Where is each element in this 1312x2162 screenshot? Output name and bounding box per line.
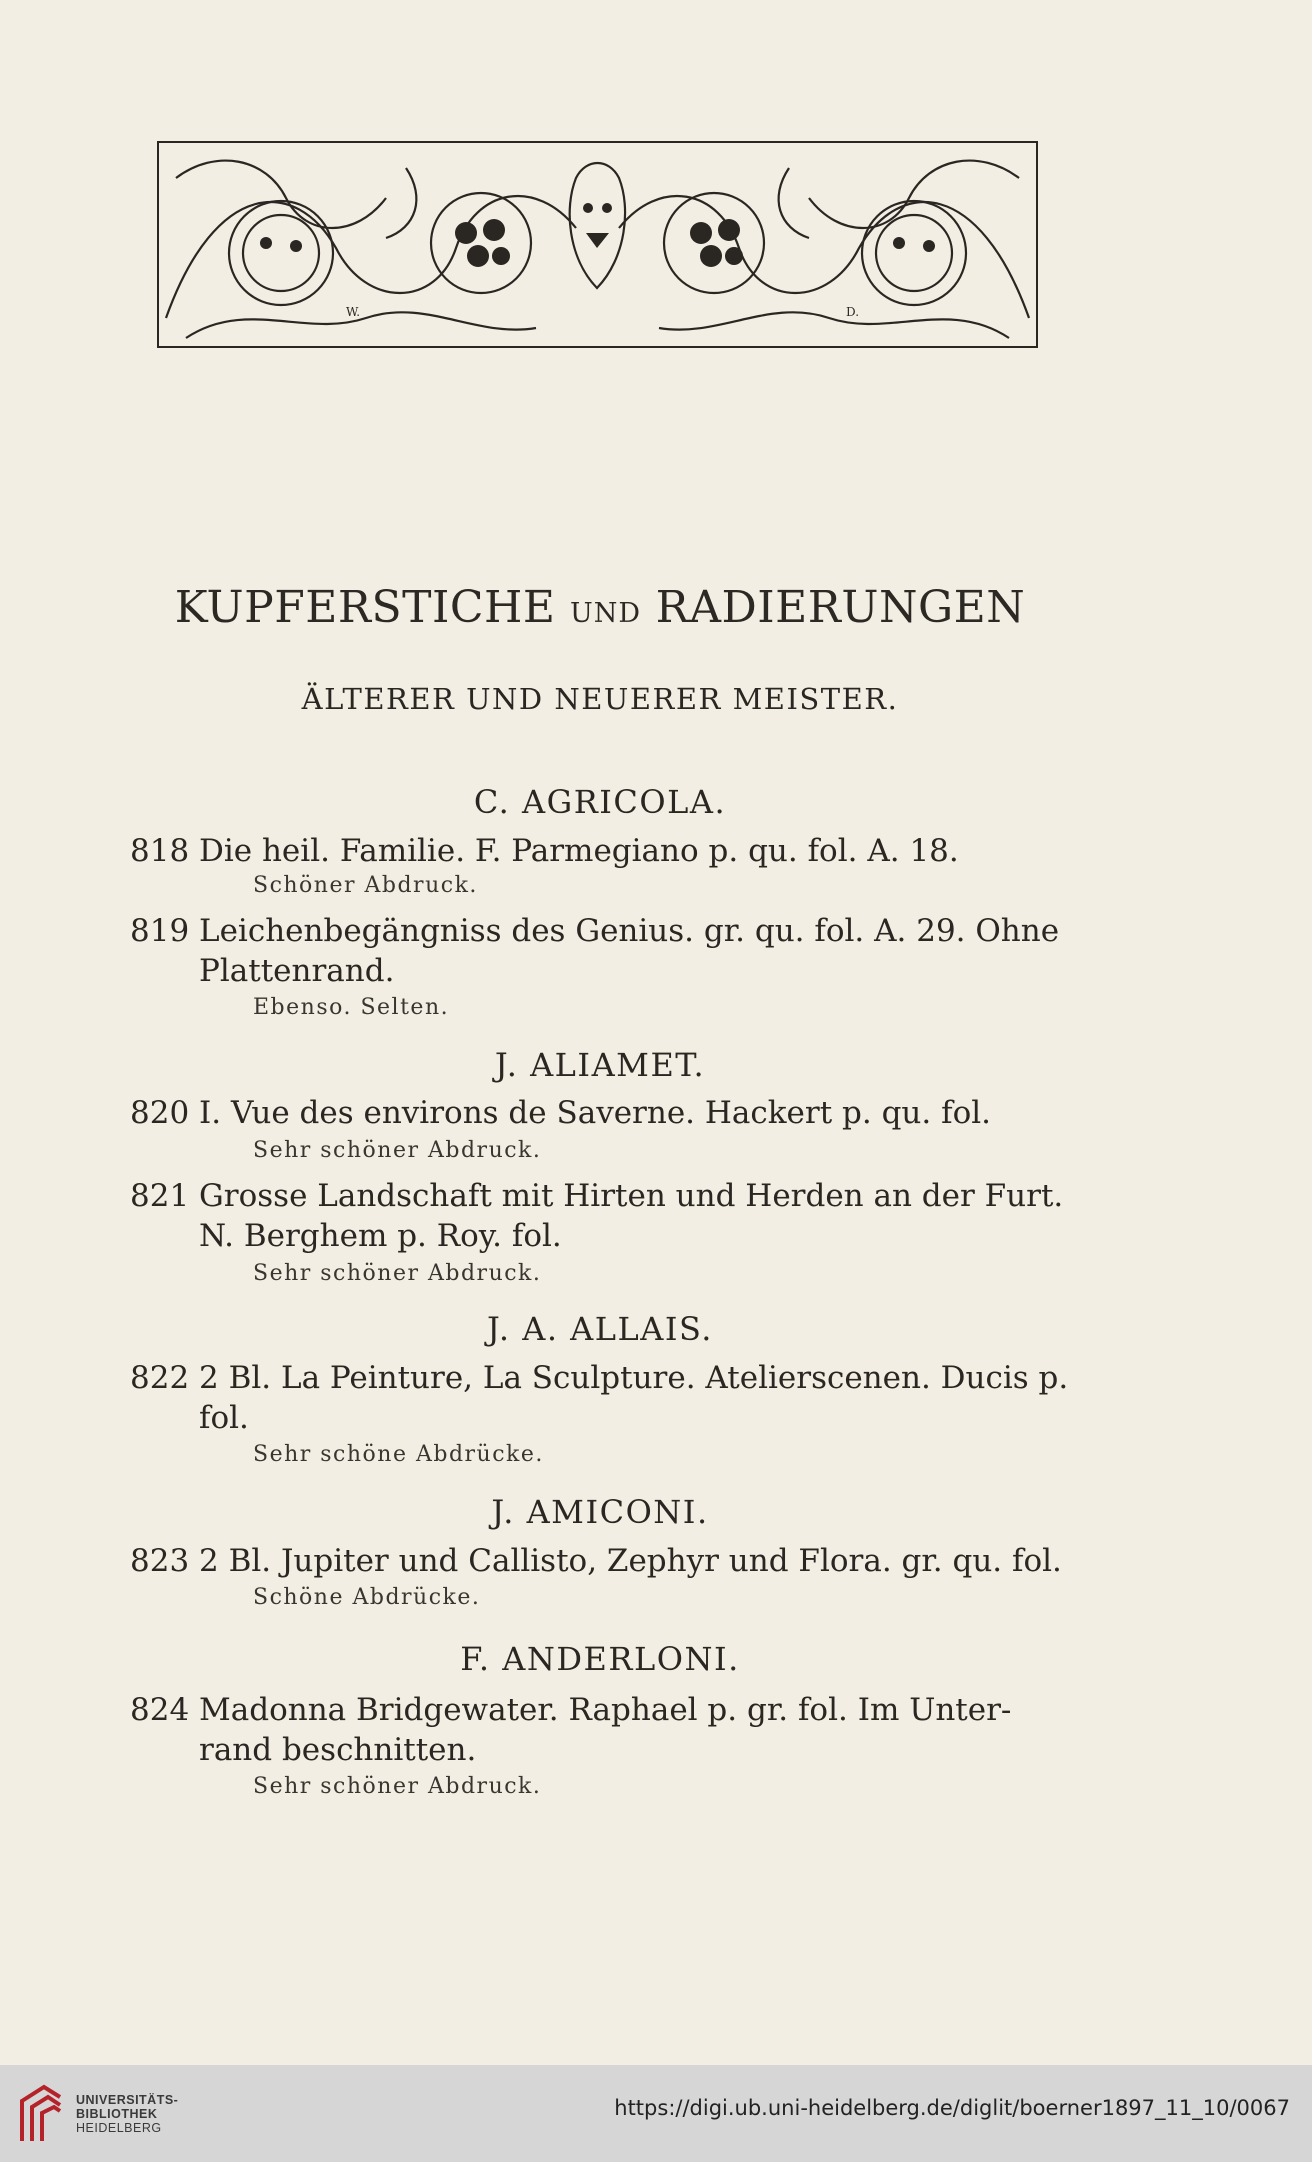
footer-bar (0, 2065, 1312, 2162)
entry-note: Sehr schöner Abdruck. (253, 1138, 542, 1163)
artist-heading: J. A. ALLAIS. (487, 1310, 713, 1348)
ornamental-header-icon (156, 138, 1039, 351)
artist-heading: C. AGRICOLA. (473, 783, 727, 821)
ornament-initial-left: W. (346, 305, 361, 319)
library-name (76, 2093, 178, 2135)
entry-text: Leichenbegängniss des Genius. gr. qu. fol. A. 29. Ohne (199, 913, 1060, 949)
artist-heading: J. ALIAMET. (494, 1046, 706, 1084)
entry-text: I. Vue des environs de Saverne. Hackert p. qu. fol. (199, 1095, 991, 1131)
page-subtitle: ÄLTERER UND NEUERER MEISTER. (301, 682, 899, 716)
page-title (0, 582, 1200, 633)
artist-heading: J. AMICONI. (491, 1493, 709, 1531)
university-library-logo-icon[interactable] (14, 2079, 68, 2149)
title-part-3: RADIERUNGEN (655, 582, 1026, 633)
library-line-1: UNIVERSITÄTS- (76, 2093, 179, 2107)
entry-text: rand beschnitten. (199, 1732, 477, 1768)
entry-note: Sehr schöne Abdrücke. (253, 1442, 544, 1467)
entry-text: Die heil. Familie. F. Parmegiano p. qu. fol. A. 18. (199, 833, 959, 869)
entry-number: 824 (130, 1692, 190, 1728)
title-part-1: KUPFERSTICHE (174, 582, 556, 633)
entry-text: Plattenrand. (199, 953, 395, 989)
entry-number: 823 (130, 1543, 190, 1579)
library-line-3: HEIDELBERG (76, 2121, 162, 2135)
entry-text: N. Berghem p. Roy. fol. (199, 1218, 562, 1254)
entry-note: Sehr schöner Abdruck. (253, 1774, 542, 1799)
entry-text: 2 Bl. La Peinture, La Sculpture. Atelierscenen. Ducis p. (199, 1360, 1069, 1396)
entry-number: 821 (130, 1178, 190, 1214)
entry-number: 818 (130, 833, 190, 869)
entry-number: 820 (130, 1095, 190, 1131)
title-part-2: UND (570, 598, 642, 629)
entry-text: 2 Bl. Jupiter und Callisto, Zephyr und Flora. gr. qu. fol. (199, 1543, 1062, 1579)
entry-note: Sehr schöner Abdruck. (253, 1261, 542, 1286)
entry-note: Ebenso. Selten. (253, 995, 450, 1020)
entry-note: Schöner Abdruck. (253, 873, 478, 898)
ornament-initial-right: D. (846, 305, 860, 319)
entry-note: Schöne Abdrücke. (253, 1585, 481, 1610)
permalink-url[interactable]: https://digi.ub.uni-heidelberg.de/diglit/boerner1897_11_10/0067 (614, 2096, 1290, 2120)
library-line-2: BIBLIOTHEK (76, 2107, 158, 2121)
artist-heading: F. ANDERLONI. (460, 1640, 740, 1678)
entry-number: 819 (130, 913, 190, 949)
entry-number: 822 (130, 1360, 190, 1396)
entry-text: Grosse Landschaft mit Hirten und Herden an der Furt. (199, 1178, 1064, 1214)
entry-text: fol. (199, 1400, 249, 1436)
entry-text: Madonna Bridgewater. Raphael p. gr. fol. Im Unter- (199, 1692, 1012, 1728)
